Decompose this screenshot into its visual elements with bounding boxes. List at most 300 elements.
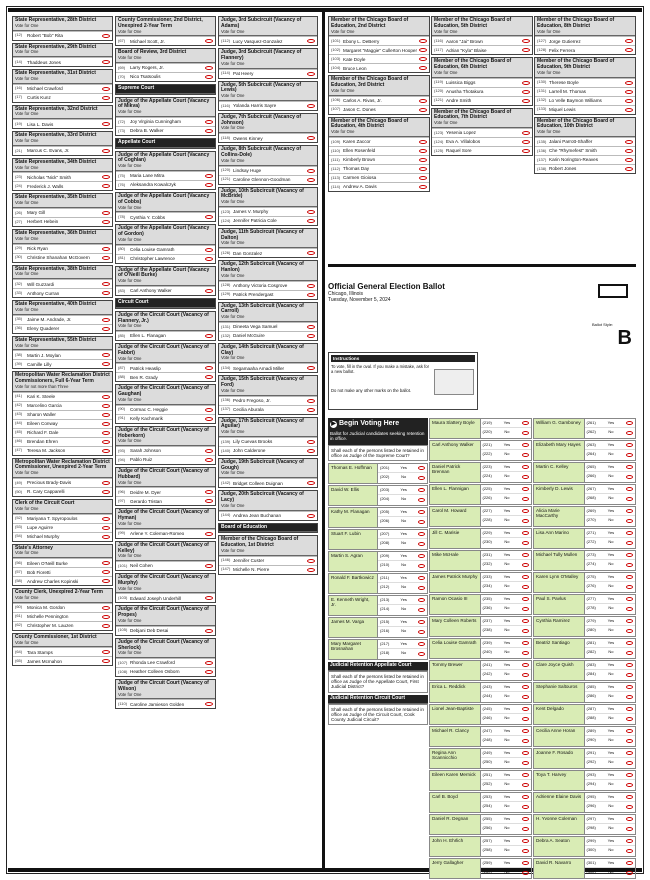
retention-option-no[interactable]	[481, 802, 532, 811]
vote-oval[interactable]	[102, 175, 110, 179]
candidate-row[interactable]	[535, 87, 635, 96]
vote-oval[interactable]	[102, 490, 110, 494]
vote-oval[interactable]	[522, 663, 529, 667]
candidate-row[interactable]	[13, 523, 112, 532]
vote-oval[interactable]	[418, 498, 425, 502]
vote-oval[interactable]	[522, 641, 529, 645]
vote-oval[interactable]	[102, 440, 110, 444]
vote-oval[interactable]	[102, 431, 110, 435]
candidate-row[interactable]	[219, 331, 317, 340]
retention-option-yes[interactable]	[378, 464, 427, 473]
vote-oval[interactable]	[418, 554, 425, 558]
retention-option-yes[interactable]	[585, 859, 636, 868]
retention-option-yes[interactable]	[481, 419, 532, 428]
vote-oval[interactable]	[626, 839, 633, 843]
vote-oval[interactable]	[522, 48, 530, 52]
candidate-row[interactable]	[13, 244, 112, 253]
vote-oval[interactable]	[307, 334, 315, 338]
retention-option-yes[interactable]	[481, 749, 532, 758]
vote-oval[interactable]	[419, 39, 427, 43]
vote-oval[interactable]	[205, 532, 213, 536]
candidate-row[interactable]	[13, 119, 112, 128]
vote-oval[interactable]	[102, 318, 110, 322]
retention-option-yes[interactable]	[481, 727, 532, 736]
candidate-row[interactable]	[329, 182, 429, 191]
vote-oval[interactable]	[307, 251, 315, 255]
retention-option-no[interactable]	[585, 736, 636, 745]
vote-oval[interactable]	[522, 509, 529, 513]
vote-oval[interactable]	[205, 289, 213, 293]
vote-oval[interactable]	[418, 598, 425, 602]
candidate-row[interactable]	[219, 36, 317, 45]
candidate-row[interactable]	[116, 286, 215, 295]
retention-option-no[interactable]	[481, 516, 532, 525]
vote-oval[interactable]	[522, 773, 529, 777]
vote-oval[interactable]	[205, 670, 213, 674]
retention-option-no[interactable]	[481, 780, 532, 789]
retention-option-yes[interactable]	[481, 793, 532, 802]
vote-oval[interactable]	[418, 532, 425, 536]
candidate-row[interactable]	[219, 405, 317, 414]
vote-oval[interactable]	[626, 541, 633, 545]
retention-option-yes[interactable]	[585, 595, 636, 604]
vote-oval[interactable]	[522, 751, 529, 755]
vote-oval[interactable]	[205, 66, 213, 70]
vote-oval[interactable]	[626, 619, 633, 623]
candidate-row[interactable]	[13, 576, 112, 585]
candidate-row[interactable]	[116, 658, 215, 667]
retention-option-yes[interactable]	[585, 727, 636, 736]
vote-oval[interactable]	[625, 48, 633, 52]
candidate-row[interactable]	[13, 181, 112, 190]
vote-oval[interactable]	[205, 248, 213, 252]
vote-oval[interactable]	[418, 620, 425, 624]
retention-option-yes[interactable]	[585, 749, 636, 758]
vote-oval[interactable]	[522, 131, 530, 135]
vote-oval[interactable]	[102, 615, 110, 619]
vote-oval[interactable]	[522, 465, 529, 469]
retention-option-no[interactable]	[378, 605, 427, 614]
vote-oval[interactable]	[626, 443, 633, 447]
candidate-row[interactable]	[13, 612, 112, 621]
candidate-row[interactable]	[13, 603, 112, 612]
retention-option-no[interactable]	[481, 868, 532, 877]
vote-oval[interactable]	[522, 739, 529, 743]
vote-oval[interactable]	[419, 140, 427, 144]
candidate-row[interactable]	[116, 254, 215, 263]
candidate-row[interactable]	[13, 567, 112, 576]
vote-oval[interactable]	[205, 334, 213, 338]
candidate-row[interactable]	[432, 96, 532, 105]
retention-option-no[interactable]	[481, 450, 532, 459]
vote-oval[interactable]	[626, 761, 633, 765]
vote-oval[interactable]	[102, 256, 110, 260]
vote-oval[interactable]	[522, 39, 530, 43]
retention-option-yes[interactable]	[481, 771, 532, 780]
candidate-row[interactable]	[116, 561, 215, 570]
vote-oval[interactable]	[626, 695, 633, 699]
retention-option-yes[interactable]	[481, 661, 532, 670]
vote-oval[interactable]	[522, 81, 530, 85]
vote-oval[interactable]	[626, 629, 633, 633]
candidate-row[interactable]	[13, 437, 112, 446]
vote-oval[interactable]	[205, 257, 213, 261]
vote-oval[interactable]	[522, 487, 529, 491]
retention-option-no[interactable]	[481, 494, 532, 503]
retention-option-yes[interactable]	[585, 683, 636, 692]
vote-oval[interactable]	[418, 576, 425, 580]
candidate-row[interactable]	[13, 57, 112, 66]
vote-oval[interactable]	[522, 619, 529, 623]
candidate-row[interactable]	[219, 565, 317, 574]
candidate-row[interactable]	[13, 392, 112, 401]
vote-oval[interactable]	[418, 510, 425, 514]
candidate-row[interactable]	[432, 128, 532, 137]
vote-oval[interactable]	[307, 210, 315, 214]
vote-oval[interactable]	[102, 413, 110, 417]
retention-option-yes[interactable]	[585, 617, 636, 626]
vote-oval[interactable]	[307, 136, 315, 140]
vote-oval[interactable]	[418, 586, 425, 590]
vote-oval[interactable]	[307, 72, 315, 76]
vote-oval[interactable]	[522, 761, 529, 765]
candidate-row[interactable]	[219, 281, 317, 290]
vote-oval[interactable]	[522, 849, 529, 853]
vote-oval[interactable]	[419, 167, 427, 171]
retention-option-no[interactable]	[585, 670, 636, 679]
vote-oval[interactable]	[102, 579, 110, 583]
retention-option-no[interactable]	[481, 604, 532, 613]
retention-option-yes[interactable]	[585, 529, 636, 538]
vote-oval[interactable]	[307, 514, 315, 518]
vote-oval[interactable]	[626, 421, 633, 425]
candidate-row[interactable]	[13, 208, 112, 217]
vote-oval[interactable]	[522, 140, 530, 144]
candidate-row[interactable]	[219, 101, 317, 110]
retention-option-no[interactable]	[585, 494, 636, 503]
candidate-row[interactable]	[329, 173, 429, 182]
retention-option-yes[interactable]	[481, 595, 532, 604]
vote-oval[interactable]	[205, 490, 213, 494]
retention-option-yes[interactable]	[481, 859, 532, 868]
vote-oval[interactable]	[102, 517, 110, 521]
vote-oval[interactable]	[626, 871, 633, 875]
candidate-row[interactable]	[219, 446, 317, 455]
vote-oval[interactable]	[418, 652, 425, 656]
vote-oval[interactable]	[522, 695, 529, 699]
candidate-row[interactable]	[13, 217, 112, 226]
vote-oval[interactable]	[205, 596, 213, 600]
vote-oval[interactable]	[522, 673, 529, 677]
candidate-row[interactable]	[219, 207, 317, 216]
vote-oval[interactable]	[102, 659, 110, 663]
vote-oval[interactable]	[102, 395, 110, 399]
retention-option-yes[interactable]	[378, 618, 427, 627]
candidate-row[interactable]	[535, 155, 635, 164]
vote-oval[interactable]	[419, 185, 427, 189]
retention-option-yes[interactable]	[585, 837, 636, 846]
candidate-row[interactable]	[116, 171, 215, 180]
candidate-row[interactable]	[219, 511, 317, 520]
vote-oval[interactable]	[626, 663, 633, 667]
vote-oval[interactable]	[307, 284, 315, 288]
candidate-row[interactable]	[13, 279, 112, 288]
vote-oval[interactable]	[626, 641, 633, 645]
retention-option-yes[interactable]	[585, 463, 636, 472]
candidate-row[interactable]	[116, 117, 215, 126]
vote-oval[interactable]	[626, 497, 633, 501]
retention-option-yes[interactable]	[481, 617, 532, 626]
retention-option-yes[interactable]	[481, 485, 532, 494]
retention-option-no[interactable]	[378, 473, 427, 482]
candidate-row[interactable]	[329, 155, 429, 164]
vote-oval[interactable]	[626, 453, 633, 457]
candidate-row[interactable]	[219, 216, 317, 225]
retention-option-no[interactable]	[378, 495, 427, 504]
candidate-row[interactable]	[13, 410, 112, 419]
vote-oval[interactable]	[522, 475, 529, 479]
vote-oval[interactable]	[626, 729, 633, 733]
candidate-row[interactable]	[13, 647, 112, 656]
candidate-row[interactable]	[535, 164, 635, 173]
candidate-row[interactable]	[13, 446, 112, 455]
vote-oval[interactable]	[205, 75, 213, 79]
vote-oval[interactable]	[102, 149, 110, 153]
retention-option-yes[interactable]	[378, 508, 427, 517]
retention-option-yes[interactable]	[481, 507, 532, 516]
candidate-row[interactable]	[13, 532, 112, 541]
retention-option-yes[interactable]	[585, 419, 636, 428]
retention-option-no[interactable]	[481, 736, 532, 745]
vote-oval[interactable]	[626, 817, 633, 821]
candidate-row[interactable]	[116, 405, 215, 414]
vote-oval[interactable]	[626, 751, 633, 755]
vote-oval[interactable]	[626, 805, 633, 809]
vote-oval[interactable]	[307, 449, 315, 453]
retention-option-yes[interactable]	[481, 683, 532, 692]
retention-option-no[interactable]	[378, 583, 427, 592]
candidate-row[interactable]	[535, 78, 635, 87]
vote-oval[interactable]	[205, 449, 213, 453]
vote-oval[interactable]	[102, 60, 110, 64]
retention-option-yes[interactable]	[378, 596, 427, 605]
retention-option-no[interactable]	[585, 802, 636, 811]
candidate-row[interactable]	[13, 315, 112, 324]
vote-oval[interactable]	[626, 861, 633, 865]
vote-oval[interactable]	[418, 488, 425, 492]
vote-oval[interactable]	[205, 702, 213, 706]
vote-oval[interactable]	[419, 158, 427, 162]
candidate-row[interactable]	[535, 45, 635, 54]
vote-oval[interactable]	[626, 773, 633, 777]
vote-oval[interactable]	[625, 149, 633, 153]
retention-option-no[interactable]	[481, 824, 532, 833]
retention-option-no[interactable]	[585, 780, 636, 789]
vote-oval[interactable]	[522, 99, 530, 103]
retention-option-no[interactable]	[481, 582, 532, 591]
vote-oval[interactable]	[626, 431, 633, 435]
vote-oval[interactable]	[626, 585, 633, 589]
vote-oval[interactable]	[419, 48, 427, 52]
vote-oval[interactable]	[102, 526, 110, 530]
candidate-row[interactable]	[329, 164, 429, 173]
candidate-row[interactable]	[535, 36, 635, 45]
candidate-row[interactable]	[116, 593, 215, 602]
vote-oval[interactable]	[205, 661, 213, 665]
vote-oval[interactable]	[626, 575, 633, 579]
vote-oval[interactable]	[418, 466, 425, 470]
retention-option-no[interactable]	[585, 648, 636, 657]
vote-oval[interactable]	[102, 34, 110, 38]
vote-oval[interactable]	[522, 729, 529, 733]
candidate-row[interactable]	[13, 558, 112, 567]
candidate-row[interactable]	[13, 401, 112, 410]
vote-oval[interactable]	[205, 215, 213, 219]
retention-option-yes[interactable]	[585, 815, 636, 824]
vote-oval[interactable]	[625, 99, 633, 103]
vote-oval[interactable]	[102, 535, 110, 539]
vote-oval[interactable]	[626, 607, 633, 611]
candidate-row[interactable]	[329, 45, 429, 54]
vote-oval[interactable]	[419, 176, 427, 180]
vote-oval[interactable]	[205, 183, 213, 187]
retention-option-yes[interactable]	[481, 529, 532, 538]
vote-oval[interactable]	[205, 129, 213, 133]
retention-option-no[interactable]	[585, 538, 636, 547]
retention-option-no[interactable]	[481, 692, 532, 701]
candidate-row[interactable]	[219, 248, 317, 257]
vote-oval[interactable]	[102, 570, 110, 574]
vote-oval[interactable]	[307, 169, 315, 173]
vote-oval[interactable]	[626, 519, 633, 523]
candidate-row[interactable]	[432, 87, 532, 96]
candidate-row[interactable]	[329, 105, 429, 114]
retention-option-yes[interactable]	[585, 793, 636, 802]
vote-oval[interactable]	[102, 481, 110, 485]
retention-option-yes[interactable]	[481, 551, 532, 560]
retention-option-no[interactable]	[481, 714, 532, 723]
candidate-row[interactable]	[13, 478, 112, 487]
retention-option-yes[interactable]	[378, 530, 427, 539]
vote-oval[interactable]	[102, 211, 110, 215]
candidate-row[interactable]	[116, 180, 215, 189]
candidate-row[interactable]	[13, 656, 112, 665]
retention-option-no[interactable]	[585, 846, 636, 855]
vote-oval[interactable]	[419, 57, 427, 61]
vote-oval[interactable]	[522, 531, 529, 535]
vote-oval[interactable]	[626, 849, 633, 853]
retention-option-no[interactable]	[481, 560, 532, 569]
vote-oval[interactable]	[102, 122, 110, 126]
retention-option-no[interactable]	[585, 450, 636, 459]
vote-oval[interactable]	[626, 717, 633, 721]
vote-oval[interactable]	[102, 362, 110, 366]
candidate-row[interactable]	[116, 414, 215, 423]
vote-oval[interactable]	[626, 509, 633, 513]
candidate-row[interactable]	[116, 446, 215, 455]
vote-oval[interactable]	[522, 629, 529, 633]
vote-oval[interactable]	[522, 421, 529, 425]
vote-oval[interactable]	[307, 481, 315, 485]
retention-option-yes[interactable]	[481, 463, 532, 472]
vote-oval[interactable]	[102, 247, 110, 251]
retention-option-no[interactable]	[585, 758, 636, 767]
retention-option-yes[interactable]	[585, 551, 636, 560]
vote-oval[interactable]	[418, 642, 425, 646]
retention-option-no[interactable]	[585, 582, 636, 591]
vote-oval[interactable]	[205, 458, 213, 462]
vote-oval[interactable]	[307, 568, 315, 572]
vote-oval[interactable]	[307, 39, 315, 43]
vote-oval[interactable]	[626, 827, 633, 831]
retention-option-no[interactable]	[585, 516, 636, 525]
vote-oval[interactable]	[522, 575, 529, 579]
retention-option-yes[interactable]	[585, 485, 636, 494]
candidate-row[interactable]	[432, 36, 532, 45]
vote-oval[interactable]	[307, 559, 315, 563]
vote-oval[interactable]	[205, 564, 213, 568]
vote-oval[interactable]	[307, 325, 315, 329]
vote-oval[interactable]	[626, 651, 633, 655]
vote-oval[interactable]	[626, 465, 633, 469]
retention-option-yes[interactable]	[378, 486, 427, 495]
vote-oval[interactable]	[102, 282, 110, 286]
vote-oval[interactable]	[102, 96, 110, 100]
retention-option-no[interactable]	[585, 560, 636, 569]
retention-option-yes[interactable]	[481, 837, 532, 846]
candidate-row[interactable]	[13, 93, 112, 102]
vote-oval[interactable]	[102, 404, 110, 408]
candidate-row[interactable]	[535, 105, 635, 114]
candidate-row[interactable]	[219, 166, 317, 175]
vote-oval[interactable]	[522, 90, 530, 94]
vote-oval[interactable]	[625, 90, 633, 94]
candidate-row[interactable]	[116, 699, 215, 708]
retention-option-no[interactable]	[481, 648, 532, 657]
candidate-row[interactable]	[116, 72, 215, 81]
candidate-row[interactable]	[13, 288, 112, 297]
vote-oval[interactable]	[419, 108, 427, 112]
vote-oval[interactable]	[522, 717, 529, 721]
vote-oval[interactable]	[307, 219, 315, 223]
retention-option-no[interactable]	[481, 670, 532, 679]
vote-oval[interactable]	[522, 431, 529, 435]
vote-oval[interactable]	[102, 650, 110, 654]
vote-oval[interactable]	[625, 108, 633, 112]
candidate-row[interactable]	[535, 96, 635, 105]
candidate-row[interactable]	[116, 487, 215, 496]
retention-option-yes[interactable]	[585, 573, 636, 582]
vote-oval[interactable]	[522, 443, 529, 447]
retention-option-yes[interactable]	[585, 441, 636, 450]
vote-oval[interactable]	[205, 629, 213, 633]
vote-oval[interactable]	[522, 817, 529, 821]
candidate-row[interactable]	[432, 137, 532, 146]
vote-oval[interactable]	[626, 597, 633, 601]
vote-oval[interactable]	[307, 440, 315, 444]
candidate-row[interactable]	[116, 529, 215, 538]
retention-option-no[interactable]	[378, 561, 427, 570]
candidate-row[interactable]	[432, 45, 532, 54]
vote-oval[interactable]	[102, 422, 110, 426]
candidate-row[interactable]	[13, 487, 112, 496]
retention-option-yes[interactable]	[585, 661, 636, 670]
vote-oval[interactable]	[522, 541, 529, 545]
candidate-row[interactable]	[13, 350, 112, 359]
vote-oval[interactable]	[102, 449, 110, 453]
retention-option-yes[interactable]	[378, 574, 427, 583]
candidate-row[interactable]	[219, 478, 317, 487]
